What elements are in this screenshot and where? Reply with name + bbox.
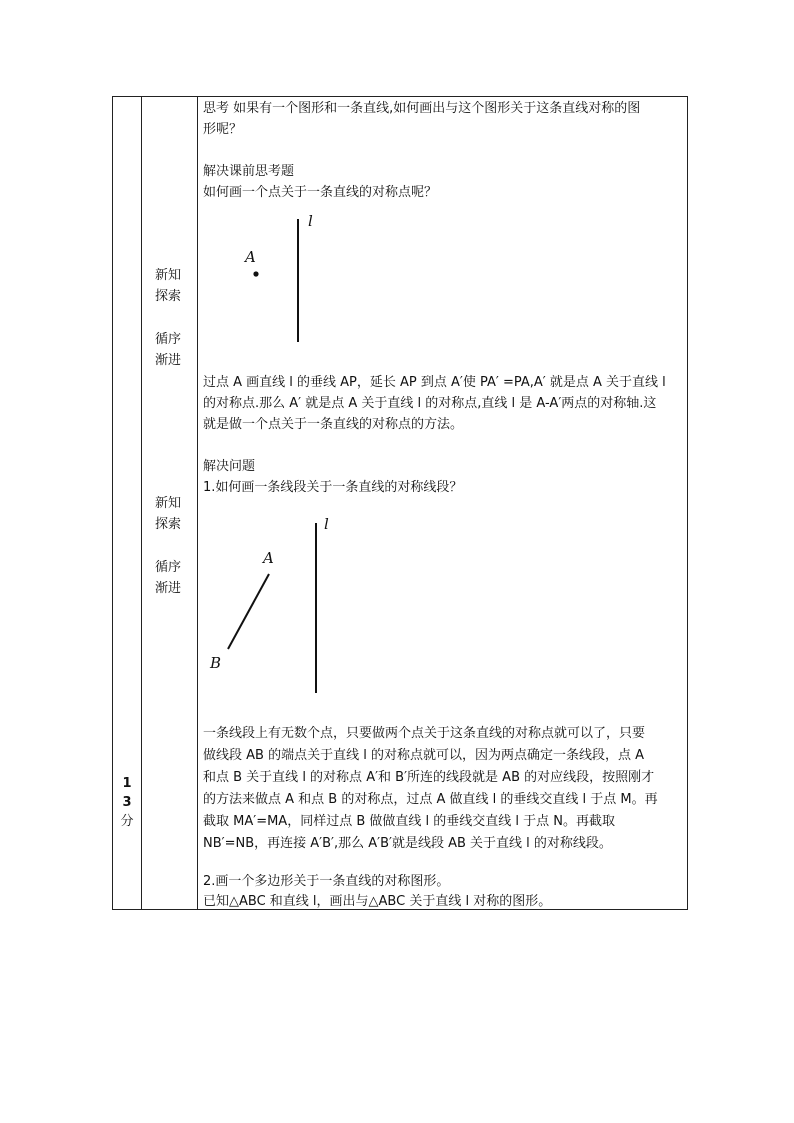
segment-explain-line-3: 和点 B 关于直线 l 的对称点 A′和 B′所连的线段就是 AB 的对应线段，按照刚才 — [203, 770, 655, 785]
question-2-title: 2.画一个多边形关于一条直线的对称图形。 — [203, 874, 450, 889]
segment-ab — [228, 574, 269, 649]
line-l-label: l — [324, 515, 329, 533]
lesson-table — [112, 96, 688, 910]
point-b-label: B — [210, 654, 222, 672]
column-divider-2 — [197, 97, 198, 909]
point-a-label: A — [245, 248, 256, 266]
side-label-xunxu: 循序 — [155, 560, 182, 575]
side-label-tansuo: 探索 — [155, 289, 182, 304]
segment-explain-line-2: 做线段 AB 的端点关于直线 l 的对称点就可以，因为两点确定一条线段，点 A — [203, 748, 644, 763]
think-line-2: 形呢？ — [203, 122, 243, 137]
side-label-jianjin: 渐进 — [155, 353, 182, 368]
question-2-given: 已知△ABC 和直线 l，画出与△ABC 关于直线 l 对称的图形。 — [203, 894, 552, 909]
pre-question-heading: 解决课前思考题 — [203, 164, 295, 179]
point-a-label: A — [263, 549, 274, 567]
side-label-xinzhi: 新知 — [155, 268, 182, 283]
solve-heading: 解决问题 — [203, 459, 256, 474]
time-digit-1: 1 — [122, 776, 132, 791]
side-label-xinzhi: 新知 — [155, 496, 182, 511]
point-reflection-figure — [223, 209, 343, 349]
time-cell — [113, 774, 141, 831]
line-l-label: l — [308, 212, 313, 230]
point-explain-line-2: 的对称点.那么 A′ 就是点 A 关于直线 l 的对称点,直线 l 是 A-A′两点的对称轴.这 — [203, 396, 657, 411]
pre-question-text: 如何画一个点关于一条直线的对称点呢？ — [203, 185, 438, 200]
time-unit: 分 — [120, 814, 134, 829]
side-label-block-2 — [155, 493, 195, 599]
point-explain-line-3: 就是做一个点关于一条直线的对称点的方法。 — [203, 417, 464, 432]
time-digit-2: 3 — [122, 795, 132, 810]
think-line-1: 思考 如果有一个图形和一条直线,如何画出与这个图形关于这条直线对称的图 — [203, 101, 641, 116]
segment-explain-line-5: 截取 MA′=MA，同样过点 B 做做直线 l 的垂线交直线 l 于点 N。再截取 — [203, 814, 615, 829]
segment-reflection-figure — [203, 511, 363, 701]
side-label-block-1 — [155, 265, 195, 371]
segment-explain-line-4: 的方法来做点 A 和点 B 的对称点，过点 A 做直线 l 的垂线交直线 l 于点 M。再 — [203, 792, 658, 807]
point-a — [253, 271, 258, 276]
side-label-xunxu: 循序 — [155, 332, 182, 347]
question-1: 1.如何画一条线段关于一条直线的对称线段？ — [203, 480, 463, 495]
column-divider-1 — [141, 97, 142, 909]
segment-explain-line-1: 一条线段上有无数个点，只要做两个点关于这条直线的对称点就可以了，只要 — [203, 726, 646, 741]
point-explain-line-1: 过点 A 画直线 l 的垂线 AP，延长 AP 到点 A′使 PA′ =PA,A′ 就是点 A 关于直线 l — [203, 375, 666, 390]
segment-explain-line-6: NB′=NB，再连接 A′B′,那么 A′B′就是线段 AB 关于直线 l 的对称线段。 — [203, 836, 612, 851]
side-label-jianjin: 渐进 — [155, 581, 182, 596]
side-label-tansuo: 探索 — [155, 517, 182, 532]
